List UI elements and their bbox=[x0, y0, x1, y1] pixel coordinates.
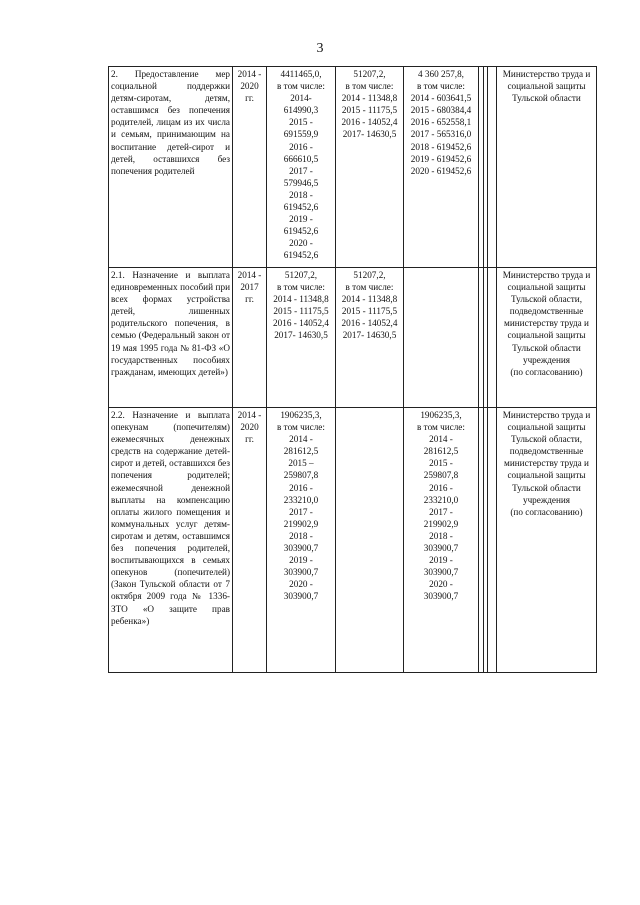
executor-cell: Министерство труда и социальной защиты Тульской области, подведомственные министерству труда и социальной защиты Тульской области учреждения (по согласованию) bbox=[497, 268, 597, 408]
years-cell: 2014 - 2020 гг. bbox=[233, 408, 267, 673]
page-number: 3 bbox=[316, 41, 324, 56]
executor-cell: Министерство труда и социальной защиты Тульской области, подведомственные министерству труда и социальной защиты Тульской области учреждения (по согласованию) bbox=[497, 408, 597, 673]
table-row bbox=[109, 408, 597, 673]
empty-cell bbox=[488, 268, 497, 408]
total-funding-cell: 4411465,0, в том числе: 2014- 614990,3 2015 - 691559,9 2016 - 666610,5 2017 - 579946,5 2018 - 619452,6 2019 - 619452,6 2020 - 619452,6 bbox=[267, 67, 336, 268]
federal-funding-cell: 51207,2, в том числе: 2014 - 11348,8 2015 - 11175,5 2016 - 14052,4 2017- 14630,5 bbox=[336, 67, 404, 268]
total-funding-cell: 1906235,3, в том числе: 2014 - 281612,5 2015 – 259807,8 2016 - 233210,0 2017 - 219902,9 2018 - 303900,7 2019 - 303900,7 2020 - 303900,7 bbox=[267, 408, 336, 673]
regional-funding-cell: 1906235,3, в том числе: 2014 - 281612,5 2015 - 259807,8 2016 - 233210,0 2017 - 219902,9 2018 - 303900,7 2019 - 303900,7 2020 - 303900,7 bbox=[404, 408, 479, 673]
regional-funding-cell bbox=[404, 268, 479, 408]
federal-funding-cell bbox=[336, 408, 404, 673]
executor-cell: Министерство труда и социальной защиты Тульской области bbox=[497, 67, 597, 268]
regional-funding-cell: 4 360 257,8, в том числе: 2014 - 603641,5 2015 - 680384,4 2016 - 652558,1 2017 - 565316,0 2018 - 619452,6 2019 - 619452,6 2020 - 619452,6 bbox=[404, 67, 479, 268]
table-row bbox=[109, 67, 597, 268]
program-table bbox=[108, 66, 597, 673]
empty-cell bbox=[488, 67, 497, 268]
years-cell: 2014 - 2020 гг. bbox=[233, 67, 267, 268]
measure-name-cell: 2.1. Назначение и выплата единовременных пособий при всех формах устройства детей, лишенных родительского попечения, в семью (Федеральный закон от 19 мая 1995 года № 81-ФЗ «О государственных пособиях гражданам, имеющих детей») bbox=[109, 268, 233, 408]
empty-cell bbox=[488, 408, 497, 673]
total-funding-cell: 51207,2, в том числе: 2014 - 11348,8 2015 - 11175,5 2016 - 14052,4 2017- 14630,5 bbox=[267, 268, 336, 408]
table-row bbox=[109, 268, 597, 408]
federal-funding-cell: 51207,2, в том числе: 2014 - 11348,8 2015 - 11175,5 2016 - 14052,4 2017- 14630,5 bbox=[336, 268, 404, 408]
measure-name-cell: 2. Предоставление мер социальной поддержки детям-сиротам, детям, оставшимся без попечения родителей, лицам из их числа и семьям, принимающим на воспитание детей-сирот и детей, оставшихся без попечения родителей bbox=[109, 67, 233, 268]
years-cell: 2014 - 2017 гг. bbox=[233, 268, 267, 408]
measure-name-cell: 2.2. Назначение и выплата опекунам (попечителям) ежемесячных денежных средств на содержание детей-сирот и детей, оставшихся без попечения родителей; ежемесячной денежной выплаты на компенсацию оплаты жилого помещения и коммунальных услуг детям-сиротам и детям, оставшимся без попечения родителей, воспитывающихся в семьях опекунов (попечителей) (Закон Тульской области от 7 октября 2009 года № 1336-ЗТО «О защите прав ребенка») bbox=[109, 408, 233, 673]
